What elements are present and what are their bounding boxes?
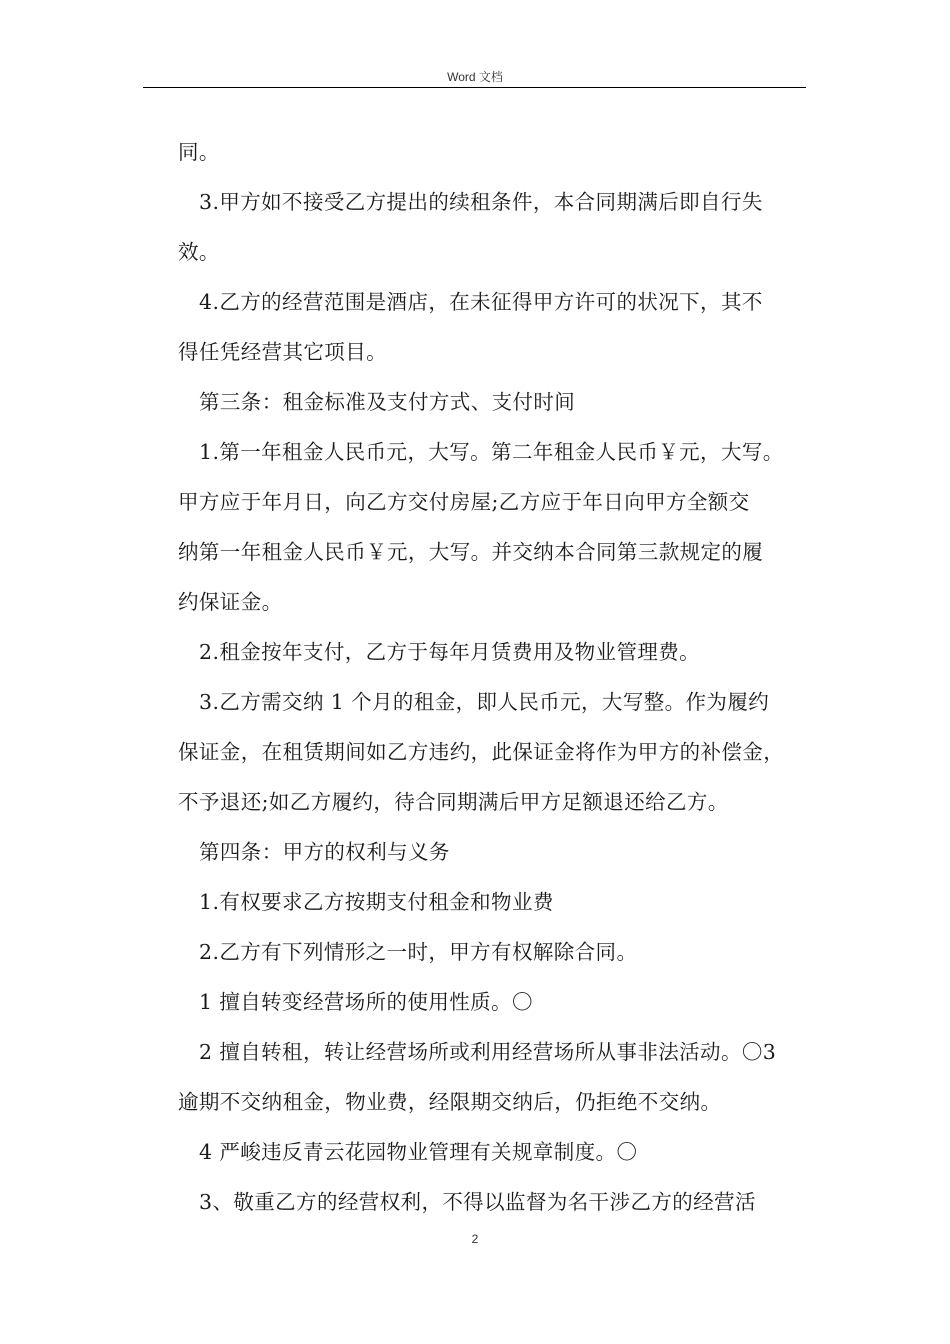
text-line: 纳第一年租金人民币￥元，大写。并交纳本合同第三款规定的履 bbox=[178, 540, 764, 564]
text-line: 2.乙方有下列情形之一时，甲方有权解除合同。 bbox=[199, 940, 638, 964]
text-line: 同。 bbox=[178, 140, 220, 164]
text-line: 3.甲方如不接受乙方提出的续租条件，本合同期满后即自行失 bbox=[199, 190, 763, 214]
section-heading: 第三条：租金标准及支付方式、支付时间 bbox=[199, 390, 576, 414]
page-header: Word 文档 bbox=[447, 70, 503, 84]
text-line: 效。 bbox=[178, 240, 220, 264]
text-line: 不予退还;如乙方履约，待合同期满后甲方足额退还给乙方。 bbox=[178, 790, 729, 814]
text-line: 1.第一年租金人民币元，大写。第二年租金人民币￥元，大写。 bbox=[199, 440, 784, 464]
section-heading: 第四条：甲方的权利与义务 bbox=[199, 840, 450, 864]
text-line: 2 擅自转租，转让经营场所或利用经营场所从事非法活动。〇3 bbox=[199, 1040, 777, 1064]
text-line: 2.租金按年支付，乙方于每年月赁费用及物业管理费。 bbox=[199, 640, 701, 664]
document-body bbox=[0, 127, 950, 1214]
text-line: 4 严峻违反青云花园物业管理有关规章制度。〇 bbox=[199, 1140, 638, 1164]
text-line: 逾期不交纳租金，物业费，经限期交纳后，仍拒绝不交纳。 bbox=[178, 1090, 722, 1114]
text-line: 得任凭经营其它项目。 bbox=[178, 340, 387, 364]
text-line: 1.有权要求乙方按期支付租金和物业费 bbox=[199, 890, 554, 914]
text-line: 4.乙方的经营范围是酒店，在未征得甲方许可的状况下，其不 bbox=[199, 290, 763, 314]
text-line: 甲方应于年月日，向乙方交付房屋;乙方应于年日向甲方全额交 bbox=[178, 490, 750, 514]
page-number: 2 bbox=[471, 1232, 479, 1246]
text-line: 约保证金。 bbox=[178, 590, 283, 614]
text-line: 保证金，在租赁期间如乙方违约，此保证金将作为甲方的补偿金， bbox=[178, 740, 785, 764]
header-divider bbox=[143, 87, 806, 88]
text-line: 3.乙方需交纳 1 个月的租金，即人民币元，大写整。作为履约 bbox=[199, 690, 770, 714]
text-line: 1 擅自转变经营场所的使用性质。〇 bbox=[199, 990, 533, 1014]
text-line: 3、敬重乙方的经营权利，不得以监督为名干涉乙方的经营活 bbox=[199, 1190, 756, 1214]
